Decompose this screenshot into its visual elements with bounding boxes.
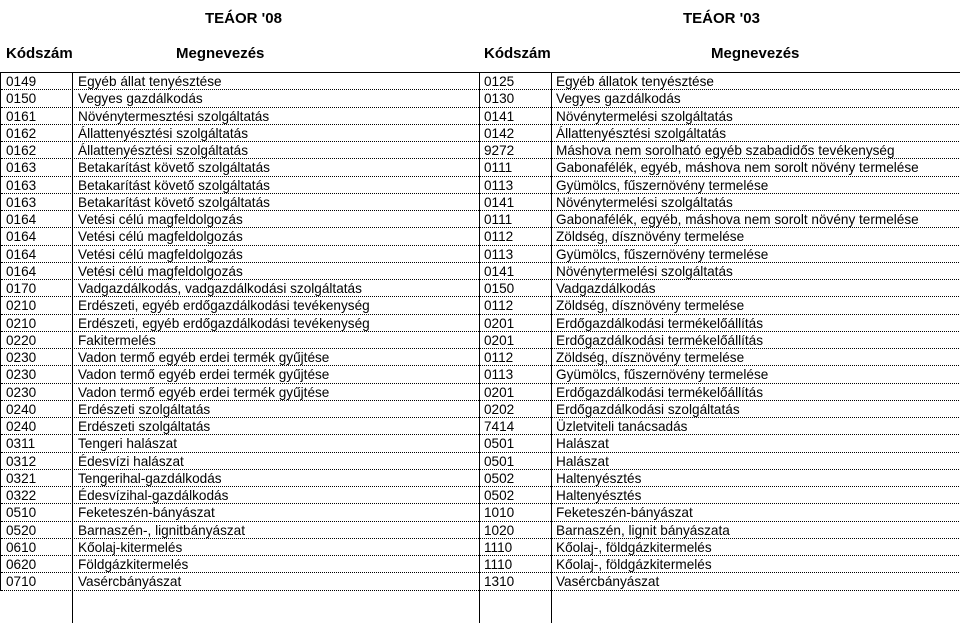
code-08-cell: 0210: [6, 298, 37, 314]
code-08-cell: 0321: [6, 470, 37, 486]
name-03-cell: Zöldség, dísznövény termelése: [556, 350, 745, 365]
name-08-cell: Erdészeti, egyéb erdőgazdálkodási tevékenység: [78, 315, 370, 331]
name-08-cell: Állattenyésztési szolgáltatás: [78, 143, 249, 158]
col-header-megnevezes-08: Megnevezés: [176, 45, 265, 62]
code-08-cell: 0149: [6, 74, 37, 89]
name-03-cell: Gyümölcs, fűszernövény termelése: [556, 177, 769, 193]
code-03-cell: 0201: [484, 384, 515, 400]
table-row: [1, 487, 960, 504]
col-header-kod-08: Kódszám: [6, 45, 73, 62]
teaor08-title: TEÁOR '08: [205, 10, 282, 27]
name-08-cell: Fakitermelés: [78, 332, 156, 348]
teaor03-title: TEÁOR '03: [683, 10, 760, 27]
name-03-cell: Haltenyésztés: [556, 470, 642, 486]
column-header-row: [0, 36, 960, 68]
name-08-cell: Vetési célú magfeldolgozás: [78, 229, 243, 245]
table-row: [1, 211, 960, 228]
column-divider: [72, 72, 73, 623]
table-row: [1, 556, 960, 573]
code-03-cell: 0201: [484, 315, 515, 331]
code-08-cell: 0620: [6, 557, 37, 572]
code-03-cell: 0141: [484, 263, 515, 279]
table-row: [1, 453, 960, 470]
table-row: [1, 315, 960, 332]
name-03-cell: Egyéb állatok tenyésztése: [556, 74, 714, 89]
table-row: [1, 159, 960, 176]
name-03-cell: Feketeszén-bányászat: [556, 505, 693, 521]
table-row: [1, 366, 960, 383]
name-08-cell: Erdészeti szolgáltatás: [78, 401, 211, 417]
code-03-cell: 0502: [484, 470, 515, 486]
code-03-cell: 0111: [484, 212, 513, 227]
column-divider: [551, 72, 552, 623]
table-row: [1, 228, 960, 245]
code-03-cell: 0113: [484, 367, 514, 383]
code-08-cell: 0163: [6, 194, 37, 210]
name-03-cell: Kőolaj-, földgázkitermelés: [556, 557, 712, 572]
col-header-megnevezes-03: Megnevezés: [711, 45, 800, 62]
table-row: [1, 297, 960, 314]
name-08-cell: Vadgazdálkodás, vadgazdálkodási szolgáltatás: [78, 281, 362, 296]
name-08-cell: Vetési célú magfeldolgozás: [78, 263, 243, 279]
name-08-cell: Vadon termő egyéb erdei termék gyűjtése: [78, 350, 330, 365]
table-row: [1, 142, 960, 159]
code-08-cell: 0520: [6, 522, 37, 538]
table-row: [1, 435, 960, 452]
name-08-cell: Tengeri halászat: [78, 436, 177, 452]
code-03-cell: 0112: [484, 229, 514, 245]
code-03-cell: 0112: [484, 298, 514, 314]
name-08-cell: Vetési célú magfeldolgozás: [78, 212, 243, 227]
code-03-cell: 0201: [484, 332, 515, 348]
table-row: [1, 108, 960, 125]
code-08-cell: 0163: [6, 177, 37, 193]
name-03-cell: Növénytermelési szolgáltatás: [556, 263, 733, 279]
table-row: [1, 280, 960, 297]
table-row: [1, 418, 960, 435]
name-08-cell: Édesvízi halászat: [78, 453, 184, 469]
code-03-cell: 0111: [484, 160, 513, 176]
code-03-cell: 9272: [484, 143, 515, 158]
code-03-cell: 0130: [484, 91, 515, 107]
code-03-cell: 0501: [484, 453, 515, 469]
name-08-cell: Növénytermesztési szolgáltatás: [78, 108, 270, 124]
table-row: [1, 73, 960, 90]
name-08-cell: Erdészeti szolgáltatás: [78, 419, 211, 434]
name-08-cell: Egyéb állat tenyésztése: [78, 74, 222, 89]
code-03-cell: 0113: [484, 246, 514, 262]
code-03-cell: 1110: [484, 557, 513, 572]
code-08-cell: 0210: [6, 315, 37, 331]
column-divider: [479, 72, 480, 623]
name-08-cell: Vetési célú magfeldolgozás: [78, 246, 243, 262]
table-row: [1, 246, 960, 263]
code-03-cell: 0113: [484, 177, 514, 193]
col-header-kod-03: Kódszám: [484, 45, 551, 62]
name-08-cell: Édesvízihal-gazdálkodás: [78, 488, 229, 503]
table-row: [1, 263, 960, 280]
code-08-cell: 0510: [6, 505, 37, 521]
code-08-cell: 0220: [6, 332, 37, 348]
code-03-cell: 0502: [484, 488, 515, 503]
code-03-cell: 0141: [484, 194, 515, 210]
name-03-cell: Vasércbányászat: [556, 574, 660, 590]
code-08-cell: 0322: [6, 488, 37, 503]
code-03-cell: 0112: [484, 350, 514, 365]
code-03-cell: 1020: [484, 522, 515, 538]
name-03-cell: Növénytermelési szolgáltatás: [556, 194, 733, 210]
code-08-cell: 0164: [6, 229, 37, 245]
name-03-cell: Növénytermelési szolgáltatás: [556, 108, 733, 124]
name-03-cell: Barnaszén, lignit bányászata: [556, 522, 730, 538]
name-03-cell: Vadgazdálkodás: [556, 281, 656, 296]
code-03-cell: 0125: [484, 74, 515, 89]
table-row: [1, 470, 960, 487]
name-03-cell: Zöldség, dísznövény termelése: [556, 298, 745, 314]
code-08-cell: 0170: [6, 281, 37, 296]
code-08-cell: 0240: [6, 401, 37, 417]
name-08-cell: Földgázkitermelés: [78, 557, 189, 572]
name-03-cell: Állattenyésztési szolgáltatás: [556, 125, 727, 141]
name-03-cell: Kőolaj-, földgázkitermelés: [556, 539, 712, 555]
name-08-cell: Feketeszén-bányászat: [78, 505, 215, 521]
table-row: [1, 522, 960, 539]
name-08-cell: Állattenyésztési szolgáltatás: [78, 125, 249, 141]
table-row: [1, 125, 960, 142]
code-03-cell: 1110: [484, 539, 513, 555]
table-title-row: [0, 0, 960, 36]
name-03-cell: Gabonafélék, egyéb, máshova nem sorolt növény termelése: [556, 160, 919, 176]
name-08-cell: Betakarítást követő szolgáltatás: [78, 160, 270, 176]
name-03-cell: Erdőgazdálkodási termékelőállítás: [556, 384, 764, 400]
name-08-cell: Vadon termő egyéb erdei termék gyűjtése: [78, 367, 330, 383]
code-08-cell: 0164: [6, 246, 37, 262]
name-03-cell: Erdőgazdálkodási termékelőállítás: [556, 315, 764, 331]
code-08-cell: 0240: [6, 419, 37, 434]
code-08-cell: 0710: [6, 574, 37, 590]
name-03-cell: Máshova nem sorolható egyéb szabadidős tevékenység: [556, 143, 895, 158]
code-08-cell: 0150: [6, 91, 37, 107]
name-03-cell: Erdőgazdálkodási termékelőállítás: [556, 332, 764, 348]
name-08-cell: Barnaszén-, lignitbányászat: [78, 522, 245, 538]
code-08-cell: 0164: [6, 263, 37, 279]
name-08-cell: Tengerihal-gazdálkodás: [78, 470, 222, 486]
code-08-cell: 0312: [6, 453, 37, 469]
table-row: [1, 401, 960, 418]
table-body: [0, 72, 960, 591]
name-08-cell: Kőolaj-kitermelés: [78, 539, 183, 555]
name-03-cell: Üzletviteli tanácsadás: [556, 419, 688, 434]
table-row: [1, 539, 960, 556]
name-08-cell: Vegyes gazdálkodás: [78, 91, 203, 107]
name-03-cell: Gyümölcs, fűszernövény termelése: [556, 367, 769, 383]
name-08-cell: Vasércbányászat: [78, 574, 182, 590]
table-row: [1, 90, 960, 107]
name-08-cell: Betakarítást követő szolgáltatás: [78, 177, 270, 193]
name-03-cell: Halászat: [556, 436, 609, 452]
code-03-cell: 1010: [484, 505, 515, 521]
name-08-cell: Betakarítást követő szolgáltatás: [78, 194, 270, 210]
name-03-cell: Halászat: [556, 453, 609, 469]
code-03-cell: 0150: [484, 281, 515, 296]
name-08-cell: Erdészeti, egyéb erdőgazdálkodási tevékenység: [78, 298, 370, 314]
name-03-cell: Gabonafélék, egyéb, máshova nem sorolt növény termelése: [556, 212, 919, 227]
name-03-cell: Vegyes gazdálkodás: [556, 91, 681, 107]
table-row: [1, 177, 960, 194]
table-row: [1, 332, 960, 349]
code-08-cell: 0161: [6, 108, 37, 124]
code-03-cell: 0141: [484, 108, 515, 124]
code-03-cell: 7414: [484, 419, 515, 434]
code-03-cell: 1310: [484, 574, 515, 590]
code-08-cell: 0230: [6, 384, 37, 400]
table-row: [1, 573, 960, 590]
code-08-cell: 0164: [6, 212, 37, 227]
table-row: [1, 384, 960, 401]
table-row: [1, 349, 960, 366]
table-row: [1, 504, 960, 521]
name-03-cell: Erdőgazdálkodási szolgáltatás: [556, 401, 740, 417]
table-row: [1, 194, 960, 211]
code-08-cell: 0230: [6, 350, 37, 365]
name-03-cell: Zöldség, dísznövény termelése: [556, 229, 745, 245]
name-08-cell: Vadon termő egyéb erdei termék gyűjtése: [78, 384, 330, 400]
code-03-cell: 0202: [484, 401, 515, 417]
code-08-cell: 0163: [6, 160, 37, 176]
code-08-cell: 0311: [6, 436, 36, 452]
code-08-cell: 0610: [6, 539, 37, 555]
code-03-cell: 0142: [484, 125, 515, 141]
name-03-cell: Haltenyésztés: [556, 488, 642, 503]
code-08-cell: 0162: [6, 125, 37, 141]
code-03-cell: 0501: [484, 436, 515, 452]
name-03-cell: Gyümölcs, fűszernövény termelése: [556, 246, 769, 262]
code-08-cell: 0230: [6, 367, 37, 383]
code-08-cell: 0162: [6, 143, 37, 158]
